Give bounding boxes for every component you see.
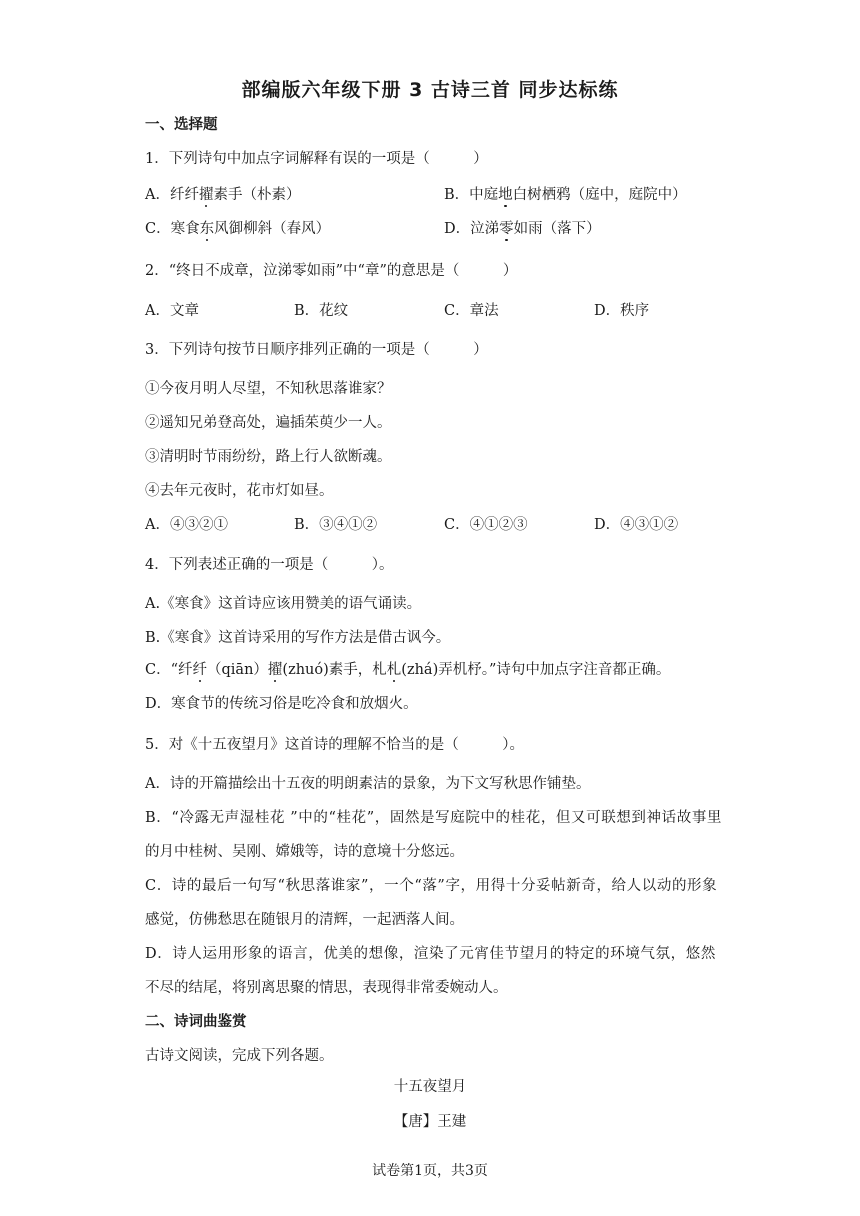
page-title: 部编版六年级下册 3 古诗三首 同步达标练 [241, 79, 619, 101]
question-2-option-b: B．花纹 [294, 303, 349, 319]
question-3-line-3: ③清明时节雨纷纷，路上行人欲断魂。 [145, 449, 392, 465]
question-2-stem: 2．“终日不成章，泣涕零如雨”中“章”的意思是（ ） [145, 263, 518, 279]
question-1-option-a: A．纤纤擢素手（朴素） [145, 187, 301, 203]
question-2-option-a: A．文章 [145, 303, 199, 319]
question-5-option-b: B．“冷露无声湿桂花 ”中的“桂花”，固然是写庭院中的桂花，但又可联想到神话故事里 [145, 810, 723, 826]
question-5-option-b-cont: 的月中桂树、吴刚、嫦娥等，诗的意境十分悠远。 [145, 844, 464, 860]
page-footer: 试卷第1页，共3页 [372, 1163, 488, 1179]
question-4-stem: 4．下列表述正确的一项是（ ）。 [145, 557, 394, 573]
section-heading-poetry: 二、诗词曲鉴赏 [145, 1014, 247, 1030]
question-5-option-c: C．诗的最后一句写“秋思落谁家”，一个“落”字，用得十分妥帖新奇，给人以动的形象 [145, 878, 718, 894]
question-1-option-d: D．泣涕零如雨（落下） [444, 221, 601, 237]
question-3-line-1: ①今夜月明人尽望，不知秋思落谁家？ [145, 381, 392, 397]
question-1-stem: 1．下列诗句中加点字词解释有误的一项是（ ） [145, 151, 488, 167]
question-1-option-b: B．中庭地白树栖鸦（庭中，庭院中） [444, 187, 687, 203]
reading-instruction: 古诗文阅读，完成下列各题。 [145, 1048, 334, 1064]
question-2-option-c: C．章法 [444, 303, 499, 319]
poem-title: 十五夜望月 [393, 1079, 467, 1095]
question-3-option-d: D．④③①② [594, 517, 679, 533]
question-3-option-c: C．④①②③ [444, 517, 528, 533]
question-3-line-2: ②遥知兄弟登高处，遍插茱萸少一人。 [145, 415, 392, 431]
question-3-option-a: A．④③②① [145, 517, 228, 533]
question-4-option-b: B.《寒食》这首诗采用的写作方法是借古讽今。 [145, 630, 451, 646]
question-2-option-d: D．秩序 [594, 303, 650, 319]
question-5-option-c-cont: 感觉，仿佛愁思在随银月的清辉，一起洒落人间。 [145, 912, 464, 928]
question-1-option-c: C．寒食东风御柳斜（春风） [145, 221, 331, 237]
section-heading-choice: 一、选择题 [145, 117, 218, 133]
question-5-option-d: D．诗人运用形象的语言，优美的想像，渲染了元宵佳节望月的特定的环境气氛，悠然 [145, 946, 716, 962]
question-4-option-a: A.《寒食》这首诗应该用赞美的语气诵读。 [145, 596, 422, 612]
question-3-option-b: B．③④①② [294, 517, 378, 533]
question-3-line-4: ④去年元夜时，花市灯如昼。 [145, 483, 334, 499]
question-4-option-c: C．“纤纤（qiān）擢(zhuó)素手，札札(zhá)弄机杼。”诗句中加点字注音都正确。 [145, 662, 671, 678]
question-4-option-d: D．寒食节的传统习俗是吃冷食和放烟火。 [145, 696, 418, 712]
poem-author: 【唐】王建 [393, 1114, 467, 1130]
question-5-option-a: A．诗的开篇描绘出十五夜的明朗素洁的景象，为下文写秋思作铺垫。 [145, 776, 591, 792]
question-3-stem: 3．下列诗句按节日顺序排列正确的一项是（ ） [145, 342, 488, 358]
question-5-option-d-cont: 不尽的结尾，将别离思聚的情思，表现得非常委婉动人。 [145, 980, 508, 996]
question-5-stem: 5．对《十五夜望月》这首诗的理解不恰当的是（ ）。 [145, 737, 524, 753]
